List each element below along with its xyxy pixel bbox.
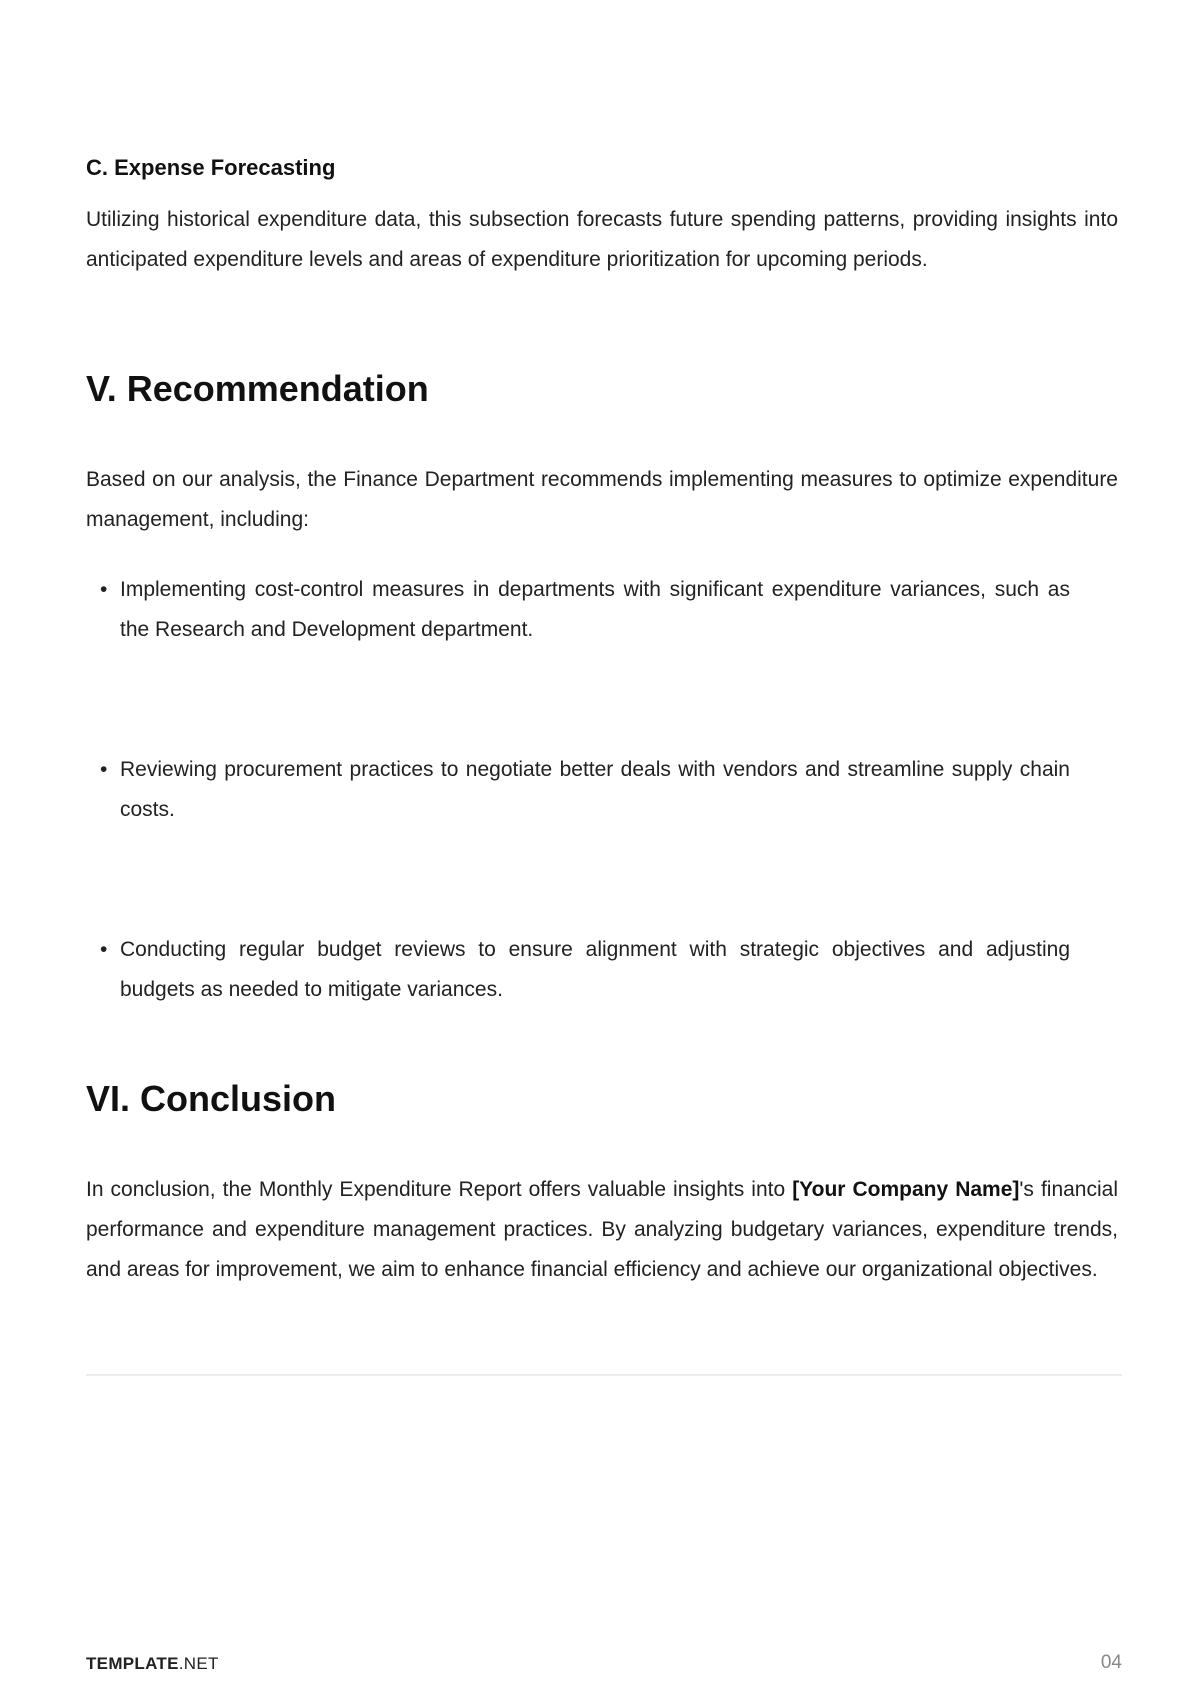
bullet-icon: • <box>100 938 108 961</box>
conclusion-text-end: 's financial performance and expenditure management practices. By analyzing budgetary variances, expenditure trends, and areas for improvement, we aim to enhance financial efficiency and achieve our organizational objectives. <box>86 1178 1118 1281</box>
footer-brand-suffix: .NET <box>178 1654 219 1673</box>
section-heading-recommendation: V. Recommendation <box>86 368 429 409</box>
recommendation-bullet-text: Implementing cost-control measures in departments with significant expenditure variances, such as the Research and Development department. <box>120 578 1070 641</box>
recommendation-bullet <box>100 750 1070 830</box>
recommendation-bullet-text: Reviewing procurement practices to negotiate better deals with vendors and streamline supply chain costs. <box>120 758 1070 821</box>
page-number: 04 <box>1100 1652 1122 1673</box>
bullet-icon: • <box>100 578 108 601</box>
expense-forecasting-paragraph: Utilizing historical expenditure data, this subsection forecasts future spending patterns, providing insights into anticipated expenditure levels and areas of expenditure prioritization for upcoming periods. <box>86 208 1118 271</box>
conclusion-text-start: In conclusion, the Monthly Expenditure Report offers valuable insights into <box>86 1178 793 1201</box>
section-divider <box>86 1374 1122 1376</box>
footer-brand-bold: TEMPLATE <box>86 1654 179 1673</box>
company-name-placeholder: [Your Company Name] <box>792 1178 1020 1201</box>
subsection-heading-expense-forecasting: C. Expense Forecasting <box>86 155 336 180</box>
conclusion-paragraph <box>86 1170 1118 1290</box>
section-heading-conclusion: VI. Conclusion <box>86 1078 337 1119</box>
recommendation-intro-paragraph: Based on our analysis, the Finance Department recommends implementing measures to optimize expenditure management, including: <box>86 468 1118 531</box>
bullet-icon: • <box>100 758 108 781</box>
recommendation-bullet <box>100 930 1070 1010</box>
recommendation-bullet-text: Conducting regular budget reviews to ensure alignment with strategic objectives and adjusting budgets as needed to mitigate variances. <box>120 938 1070 1001</box>
footer-brand-logo <box>86 1654 219 1674</box>
recommendation-bullet <box>100 570 1070 650</box>
